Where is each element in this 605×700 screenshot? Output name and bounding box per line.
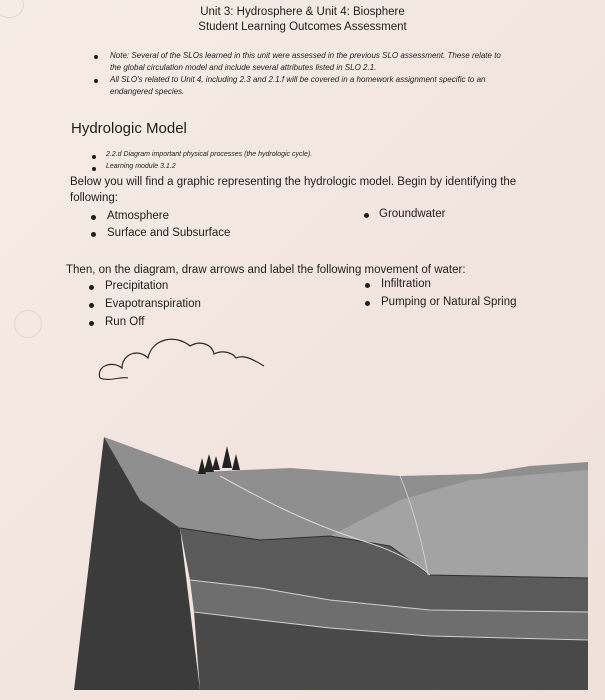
header-title: Unit 3: Hydrosphere & Unit 4: Biosphere	[200, 6, 405, 18]
intro-line-1: Below you will find a graphic representing the hydrologic model. Begin by identifying the	[70, 176, 517, 188]
section-title: Hydrologic Model	[71, 120, 187, 137]
intro-line-2: following:	[70, 192, 118, 204]
learning-module: Learning module 3.1.2	[106, 163, 176, 170]
trees-icon	[198, 446, 240, 474]
identify-groundwater: Groundwater	[379, 208, 446, 220]
note-2-line-1: All SLO's related to Unit 4, including 2.3 and 2.1.f will be covered in a homework assignment specific to an	[110, 75, 486, 84]
identify-atmosphere: Atmosphere	[107, 210, 170, 222]
note-2-line-2: endangered species.	[110, 87, 185, 96]
note-1-line-1: Note: Several of the SLOs learned in this unit were assessed in the previous SLO assessment. These relate to	[110, 51, 501, 60]
identify-surface-subsurface: Surface and Subsurface	[107, 227, 231, 239]
movement-run-off: Run Off	[105, 316, 145, 328]
movement-evapotranspiration: Evapotranspiration	[105, 298, 201, 310]
note-1-line-2: the global circulation model and include several attributes listed in SLO 2.1.	[110, 63, 377, 72]
movement-pumping-spring: Pumping or Natural Spring	[381, 296, 517, 308]
movement-intro: Then, on the diagram, draw arrows and label the following movement of water:	[66, 264, 466, 276]
movement-precipitation: Precipitation	[105, 280, 169, 292]
slo-objective: 2.2.d Diagram important physical processes (the hydrologic cycle).	[106, 151, 313, 158]
movement-infiltration: Infiltration	[381, 278, 431, 290]
header-subtitle: Student Learning Outcomes Assessment	[198, 21, 407, 33]
cloud-icon	[99, 339, 264, 378]
